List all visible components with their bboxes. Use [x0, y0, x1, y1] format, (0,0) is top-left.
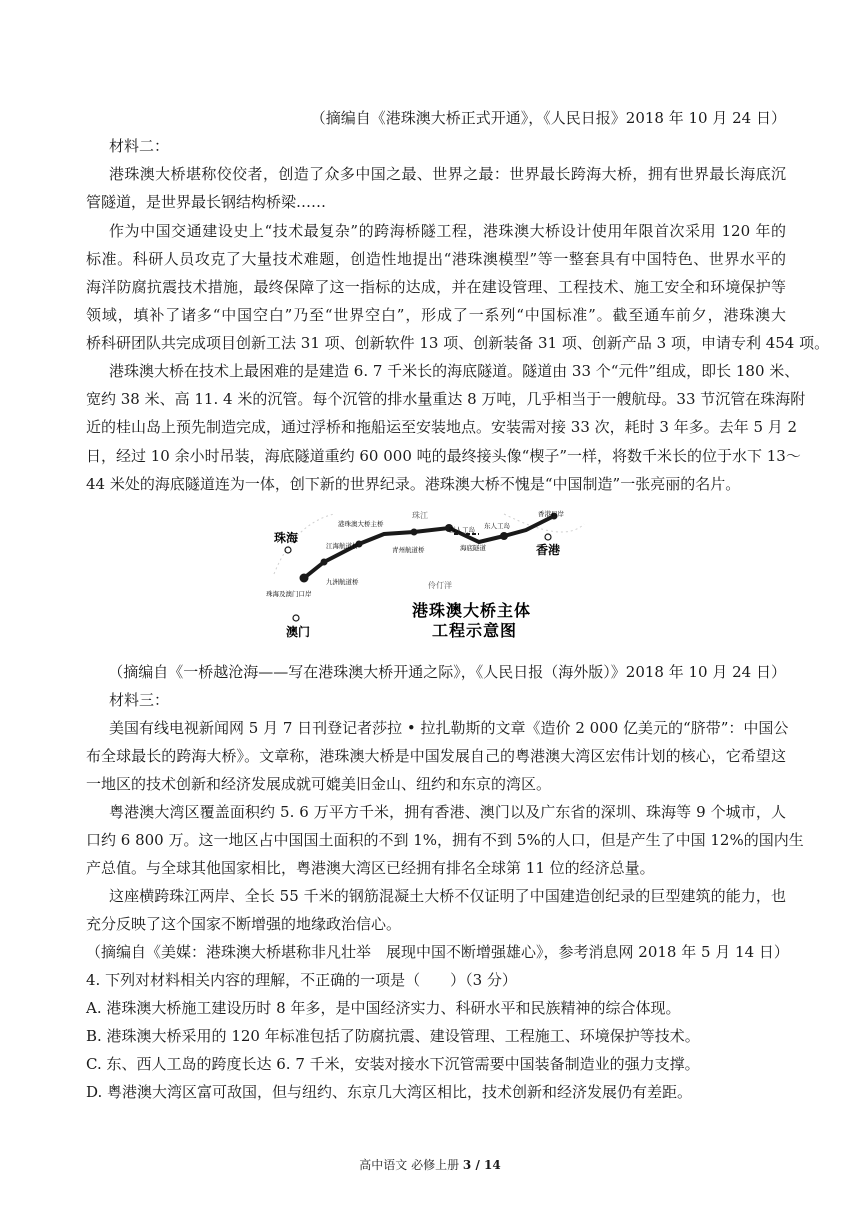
paragraph-line: 领域，填补了诸多“中国空白”乃至“世界空白”，形成了一系列“中国标准”。截至通车前夕，港珠澳大: [86, 306, 786, 324]
paragraph-line: 近的桂山岛上预先制造完成，通过浮桥和拖船运至安装地点。安装需对接 33 次，耗时 3 年多。去年 5 月 2: [86, 418, 798, 436]
paragraph-line: 宽约 38 米、高 11. 4 米的沉管。每个沉管的排水量重达 8 万吨，几乎相当于一艘航母。33 节沉管在珠海附: [86, 390, 806, 408]
option-a: A. 港珠澳大桥施工建设历时 8 年多，是中国经济实力、科研水平和民族精神的综合体现。: [86, 999, 681, 1017]
label-hongkong: 香港: [536, 543, 561, 557]
paragraph-line: 这座横跨珠江两岸、全长 55 千米的钢筋混凝土大桥不仅证明了中国建造创纪录的巨型建筑的能力，也: [109, 887, 786, 905]
label-zhuhai: 珠海: [274, 531, 299, 545]
paragraph-line: 港珠澳大桥堪称佼佼者，创造了众多中国之最、世界之最：世界最长跨海大桥，拥有世界最长海底沉: [109, 165, 786, 183]
source-citation-1: （摘编自《港珠澳大桥正式开通》，《人民日报》2018 年 10 月 24 日）: [310, 109, 786, 127]
paragraph-line: 44 米处的海底隧道连为一体，创下新的世界纪录。港珠澳大桥不愧是“中国制造”一张亮丽的名片。: [86, 475, 741, 493]
label-jiuzhou: 九洲航道桥: [326, 578, 359, 586]
option-b: B. 港珠澳大桥采用的 120 年标准包括了防腐抗震、建设管理、工程施工、环境保护等技术。: [86, 1027, 700, 1045]
label-zhuhai-macau-port: 珠海及澳门口岸: [266, 590, 312, 598]
figure-title-line2: 工程示意图: [432, 621, 518, 640]
bridge-schematic-figure: [264, 504, 594, 649]
paragraph-line: 日，经过 10 余小时吊装，海底隧道重约 60 000 吨的最终接头像“楔子”一样，将数千米长的位于水下 13～: [86, 447, 801, 465]
label-main-bridge: 港珠澳大桥主桥: [338, 520, 384, 528]
label-hk-port: 香港口岸: [538, 510, 564, 518]
label-lingdingyang: 伶仃洋: [428, 581, 452, 590]
material-3-heading: 材料三：: [109, 691, 170, 709]
paragraph-line: 布全球最长的跨海大桥》。文章称，港珠澳大桥是中国发展自己的粤港澳大湾区宏伟计划的核心，它希望这: [86, 747, 786, 765]
paragraph-line: 作为中国交通建设史上“技术最复杂”的跨海桥隧工程，港珠澳大桥设计使用年限首次采用 120 年的: [109, 222, 786, 240]
footer-course: 高中语文 必修上册: [359, 1158, 463, 1172]
paragraph-line: 美国有线电视新闻网 5 月 7 日刊登记者莎拉 • 拉扎勒斯的文章《造价 2 000 亿美元的“脐带”：中国公: [109, 719, 789, 737]
source-citation-2: （摘编自《一桥越沧海——写在港珠澳大桥开通之际》，《人民日报（海外版）》2018 年 10 月 24 日）: [108, 663, 786, 681]
label-east-island: 东人工岛: [484, 522, 510, 530]
paragraph-line: 口约 6 800 万。这一地区占中国国土面积的不到 1%，拥有不到 5%的人口，但是产生了中国 12%的国内生: [86, 831, 804, 849]
label-jianghai: 江海航道桥: [326, 542, 359, 550]
paragraph-line: 粤港澳大湾区覆盖面积约 5. 6 万平方千米，拥有香港、澳门以及广东省的深圳、珠海等 9 个城市，人: [109, 803, 786, 821]
paragraph-line: 一地区的技术创新和经济发展成就可媲美旧金山、纽约和东京的湾区。: [86, 775, 552, 793]
paragraph-line: 桥科研团队共完成项目创新工法 31 项、创新软件 13 项、创新装备 31 项、创新产品 3 项，申请专利 454 项。: [86, 334, 830, 352]
paragraph-line: 港珠澳大桥在技术上最困难的是建造 6. 7 千米长的海底隧道。隧道由 33 个“元件”组成，即长 180 米、: [109, 362, 800, 380]
label-tunnel: 海底隧道: [460, 544, 486, 552]
option-c: C. 东、西人工岛的跨度长达 6. 7 千米，安装对接水下沉管需要中国装备制造业的强力支撑。: [86, 1055, 700, 1073]
option-d: D. 粤港澳大湾区富可敌国，但与纽约、东京几大湾区相比，技术创新和经济发展仍有差距。: [86, 1083, 693, 1101]
figure-title-line1: 港珠澳大桥主体: [412, 601, 532, 620]
label-pearl-river: 珠江: [412, 511, 428, 520]
page-footer: [0, 1157, 860, 1173]
label-west-island: 西人工岛: [449, 526, 475, 534]
paragraph-line: 充分反映了这个国家不断增强的地缘政治信心。: [86, 915, 402, 933]
paragraph-line: 标准。科研人员攻克了大量技术难题，创造性地提出“港珠澳模型”等一整套具有中国特色、世界水平的: [86, 250, 786, 268]
paragraph-line: 海洋防腐抗震技术措施，最终保障了这一指标的达成，并在建设管理、工程技术、施工安全和环境保护等: [86, 278, 786, 296]
question-stem: 4. 下列对材料相关内容的理解，不正确的一项是（ ）（3 分）: [86, 971, 517, 989]
source-citation-3: （摘编自《美媒：港珠澳大桥堪称非凡壮举 展现中国不断增强雄心》，参考消息网 2018 年 5 月 14 日）: [86, 943, 789, 961]
paragraph-line: 产总值。与全球其他国家相比，粤港澳大湾区已经拥有排名全球第 11 位的经济总量。: [86, 859, 655, 877]
label-qingzhou: 青州航道桥: [392, 546, 425, 554]
label-macau: 澳门: [286, 625, 311, 639]
material-2-heading: 材料二：: [109, 137, 170, 155]
page-number: 3 / 14: [462, 1158, 501, 1172]
paragraph-line: 管隧道，是世界最长钢结构桥梁……: [86, 193, 327, 211]
